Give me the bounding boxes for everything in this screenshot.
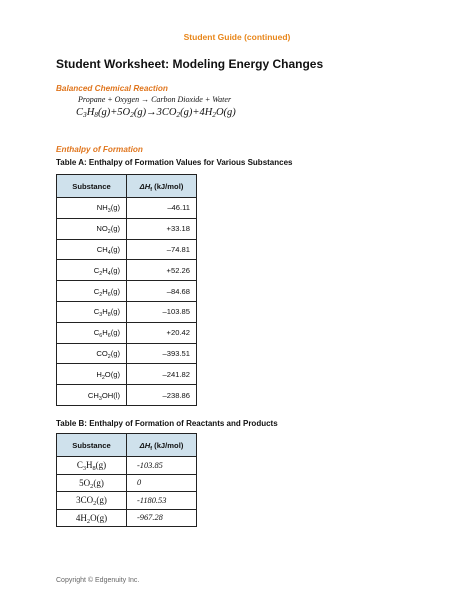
table-b [56, 433, 197, 527]
table-a-value-cell: –103.85 [127, 301, 197, 322]
table-a-substance-cell: $NH_3(g)$ [57, 198, 127, 219]
table-a-value-cell: +33.18 [127, 218, 197, 239]
reaction-heading: Balanced Chemical Reaction [56, 84, 168, 93]
table-a-row [57, 322, 197, 343]
table-a-row [57, 385, 197, 406]
table-b-value-cell: 0 [127, 474, 197, 492]
table-a-substance-cell: $NO_2(g)$ [57, 218, 127, 239]
table-a-substance-cell: $C_3H_8(g)$ [57, 301, 127, 322]
table-b-header-enthalpy: $\Delta H_f$ (kJ/mol) [127, 434, 197, 457]
table-a-value-cell: –393.51 [127, 343, 197, 364]
table-b-row [57, 509, 197, 527]
table-a-value-cell: –238.86 [127, 385, 197, 406]
table-b-substance-cell: $4H_2O(g)$ [57, 509, 127, 527]
reaction-formula: $C_3H_8(g)+5O_2(g)\to 3CO_2(g)+4H_2O(g)$ [76, 107, 236, 119]
table-a-row [57, 198, 197, 219]
footer-copyright: Copyright © Edgenuity Inc. [56, 577, 140, 584]
page-title: Student Worksheet: Modeling Energy Changes [56, 57, 324, 71]
table-a-substance-cell: $C_2H_4(g)$ [57, 260, 127, 281]
table-b-value-cell: -103.85 [127, 457, 197, 475]
table-a-row [57, 364, 197, 385]
table-b-row [57, 492, 197, 510]
table-a-substance-cell: $CO_2(g)$ [57, 343, 127, 364]
table-a-substance-cell: $C_2H_6(g)$ [57, 281, 127, 302]
table-b-row [57, 457, 197, 475]
table-a-substance-cell: $C_6H_6(g)$ [57, 322, 127, 343]
table-a-row [57, 301, 197, 322]
table-a-row [57, 218, 197, 239]
table-b-value-cell: -967.28 [127, 509, 197, 527]
table-b-row [57, 474, 197, 492]
table-b-header-substance: Substance [57, 434, 127, 457]
table-a-value-cell: –241.82 [127, 364, 197, 385]
table-a-row [57, 260, 197, 281]
table-a-header-enthalpy: $\Delta H_f$ (kJ/mol) [127, 175, 197, 198]
table-b-substance-cell: $3CO_2(g)$ [57, 492, 127, 510]
table-b-value-cell: -1180.53 [127, 492, 197, 510]
table-a-header-substance: Substance [57, 175, 127, 198]
table-a-value-cell: +20.42 [127, 322, 197, 343]
table-b-caption: Table B: Enthalpy of Formation of Reactants and Products [56, 419, 278, 428]
running-head: Student Guide (continued) [183, 32, 291, 42]
table-a-substance-cell: $CH_3OH(l)$ [57, 385, 127, 406]
enthalpy-heading: Enthalpy of Formation [56, 145, 143, 154]
table-a [56, 174, 197, 406]
table-b-substance-cell: $5O_2(g)$ [57, 474, 127, 492]
table-a-value-cell: –74.81 [127, 239, 197, 260]
table-b-substance-cell: $C_3H_8(g)$ [57, 457, 127, 475]
table-a-substance-cell: $H_2O(g)$ [57, 364, 127, 385]
table-a-row [57, 281, 197, 302]
table-a-value-cell: –84.68 [127, 281, 197, 302]
table-a-substance-cell: $CH_4(g)$ [57, 239, 127, 260]
table-a-row [57, 343, 197, 364]
table-a-caption: Table A: Enthalpy of Formation Values for Various Substances [56, 158, 293, 167]
table-a-row [57, 239, 197, 260]
table-a-value-cell: –46.11 [127, 198, 197, 219]
table-a-value-cell: +52.26 [127, 260, 197, 281]
reaction-words: Propane + Oxygen → Carbon Dioxide + Water [78, 95, 232, 104]
